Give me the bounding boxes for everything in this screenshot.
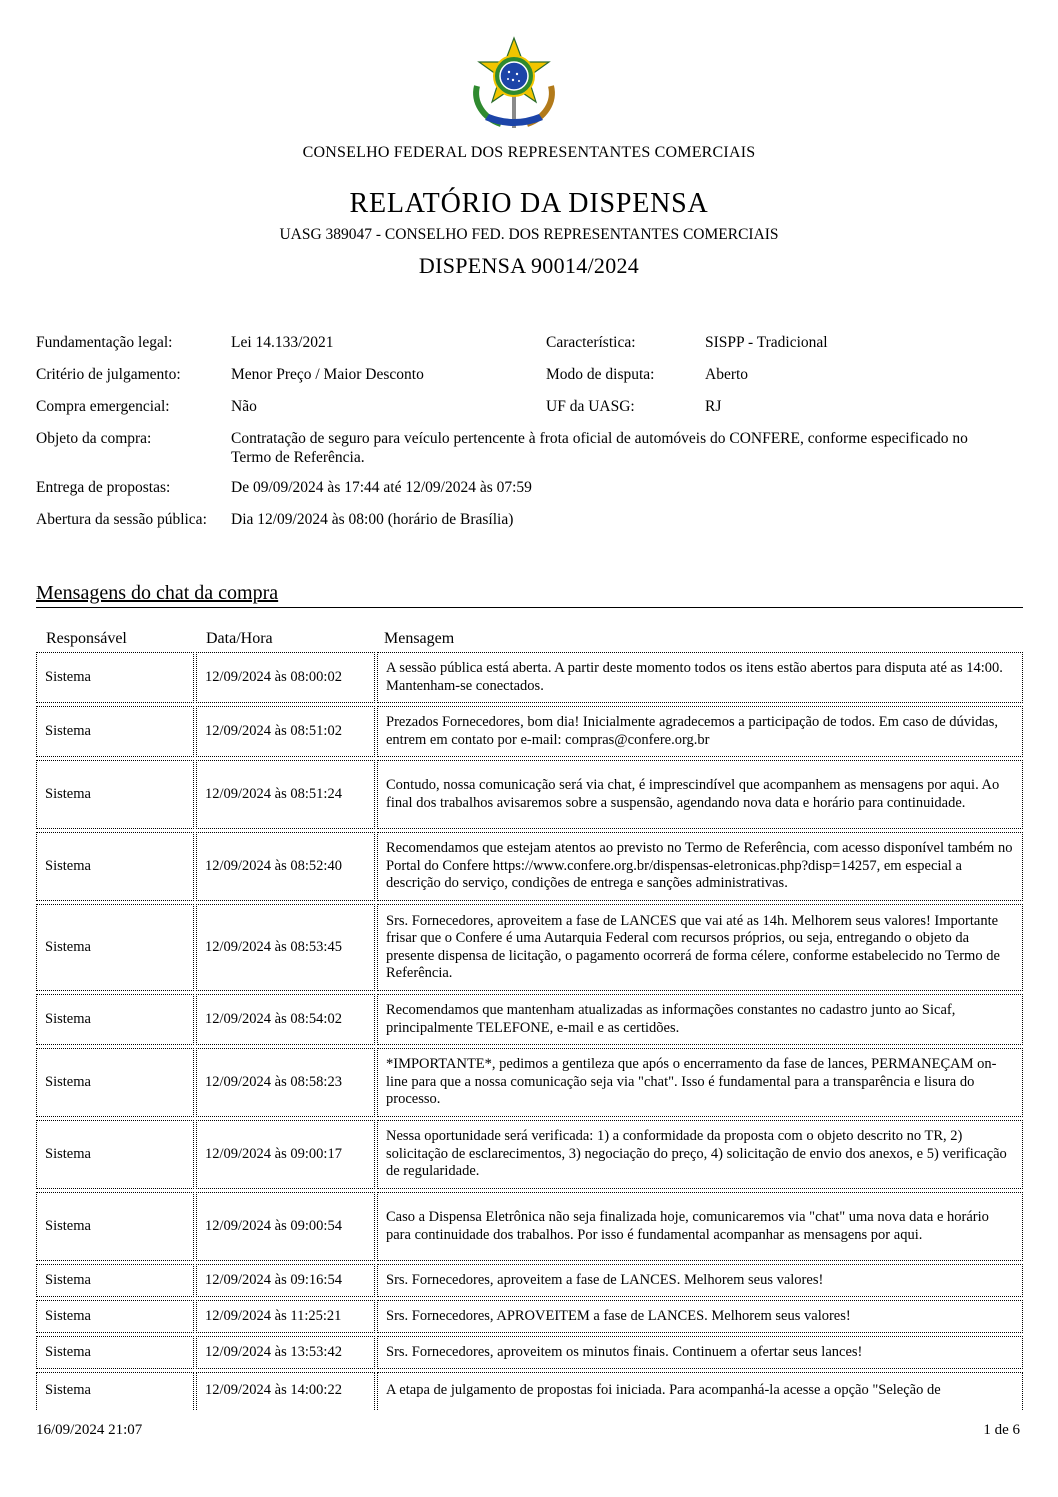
cell-responsavel: Sistema	[36, 1336, 194, 1369]
table-row	[36, 1372, 1023, 1410]
fundamentacao-value: Lei 14.133/2021	[231, 334, 334, 351]
abertura-value: Dia 12/09/2024 às 08:00 (horário de Brasília)	[231, 511, 514, 528]
cell-datahora: 12/09/2024 às 09:16:54	[196, 1264, 375, 1297]
cell-datahora: 12/09/2024 às 08:52:40	[196, 832, 375, 901]
cell-datahora: 12/09/2024 às 09:00:54	[196, 1192, 375, 1261]
cell-datahora: 12/09/2024 às 09:00:17	[196, 1120, 375, 1189]
report-title: RELATÓRIO DA DISPENSA	[349, 188, 709, 219]
table-row	[36, 832, 1023, 901]
cell-mensagem: A sessão pública está aberta. A partir deste momento todos os itens estão abertos para disputa até as 14:00. Mantenham-se conectados.	[377, 652, 1023, 703]
cell-responsavel: Sistema	[36, 760, 194, 829]
cell-responsavel: Sistema	[36, 652, 194, 703]
uasg-line: UASG 389047 - CONSELHO FED. DOS REPRESENTANTES COMERCIAIS	[279, 226, 779, 243]
table-row	[36, 1336, 1023, 1369]
chat-section-title-text: Mensagens do chat da compra	[36, 582, 279, 604]
organization-name: CONSELHO FEDERAL DOS REPRESENTANTES COMERCIAIS	[302, 144, 756, 161]
cell-mensagem: Srs. Fornecedores, APROVEITEM a fase de LANCES. Melhorem seus valores!	[377, 1300, 1023, 1333]
cell-datahora: 12/09/2024 às 08:58:23	[196, 1048, 375, 1117]
cell-mensagem: Recomendamos que mantenham atualizadas as informações constantes no cadastro junto ao Sicaf, principalmente TELEFONE, e-mail e as certidões.	[377, 994, 1023, 1045]
table-row	[36, 1120, 1023, 1189]
table-row	[36, 1264, 1023, 1297]
cell-responsavel: Sistema	[36, 706, 194, 757]
table-row	[36, 1192, 1023, 1261]
table-row	[36, 994, 1023, 1045]
criterio-value: Menor Preço / Maior Desconto	[231, 366, 424, 383]
criterio-label: Critério de julgamento:	[36, 366, 181, 383]
cell-responsavel: Sistema	[36, 1264, 194, 1297]
entrega-label: Entrega de propostas:	[36, 479, 171, 496]
coat-of-arms-emblem	[463, 36, 565, 132]
footer-page-number: 1 de 6	[983, 1422, 1020, 1438]
cell-datahora: 12/09/2024 às 14:00:22	[196, 1372, 375, 1410]
table-row	[36, 706, 1023, 757]
cell-datahora: 12/09/2024 às 08:54:02	[196, 994, 375, 1045]
cell-responsavel: Sistema	[36, 904, 194, 991]
cell-mensagem: *IMPORTANTE*, pedimos a gentileza que após o encerramento da fase de lances, PERMANEÇAM on-line para que a nossa comunicação seja via "chat". Isso é fundamental para a transparência e lisura do processo.	[377, 1048, 1023, 1117]
cell-datahora: 12/09/2024 às 08:53:45	[196, 904, 375, 991]
cell-mensagem: Srs. Fornecedores, aproveitem a fase de LANCES. Melhorem seus valores!	[377, 1264, 1023, 1297]
table-row	[36, 1048, 1023, 1117]
caracteristica-value: SISPP - Tradicional	[705, 334, 828, 351]
table-row	[36, 760, 1023, 829]
footer-datetime: 16/09/2024 21:07	[36, 1422, 143, 1438]
cell-responsavel: Sistema	[36, 1372, 194, 1410]
chat-section-title	[36, 582, 1023, 608]
cell-datahora: 12/09/2024 às 11:25:21	[196, 1300, 375, 1333]
cell-responsavel: Sistema	[36, 1120, 194, 1189]
cell-mensagem: Srs. Fornecedores, aproveitem os minutos finais. Continuem a ofertar seus lances!	[377, 1336, 1023, 1369]
cell-datahora: 12/09/2024 às 08:51:24	[196, 760, 375, 829]
abertura-label: Abertura da sessão pública:	[36, 511, 207, 528]
cell-mensagem: Contudo, nossa comunicação será via chat, é imprescindível que acompanhem as mensagens por aqui. Ao final dos trabalhos avisaremos sobre a suspensão, agendando nova data e horário para continuidade.	[377, 760, 1023, 829]
caracteristica-label: Característica:	[546, 334, 636, 351]
cell-mensagem: A etapa de julgamento de propostas foi iniciada. Para acompanhá-la acesse a opção "Seleção de	[377, 1372, 1023, 1410]
cell-responsavel: Sistema	[36, 832, 194, 901]
cell-responsavel: Sistema	[36, 1300, 194, 1333]
entrega-value: De 09/09/2024 às 17:44 até 12/09/2024 às 07:59	[231, 479, 532, 496]
uf-label: UF da UASG:	[546, 398, 635, 415]
col-datahora: Data/Hora	[206, 630, 273, 647]
cell-mensagem: Srs. Fornecedores, aproveitem a fase de LANCES que vai até as 14h. Melhorem seus valores! Importante frisar que o Confere é uma Autarquia Federal com recursos próprios, ou seja, entregando o objeto da presente dispensa de licitação, o pagamento ocorrerá de forma célere, conforme estabelecido no Termo de Referência.	[377, 904, 1023, 991]
cell-datahora: 12/09/2024 às 08:00:02	[196, 652, 375, 703]
emergencial-value: Não	[231, 398, 257, 415]
col-mensagem: Mensagem	[384, 630, 455, 647]
uf-value: RJ	[705, 398, 722, 415]
cell-mensagem: Prezados Fornecedores, bom dia! Inicialmente agradecemos a participação de todos. Em caso de dúvidas, entrem em contato por e-mail: compras@confere.org.br	[377, 706, 1023, 757]
objeto-value: Contratação de seguro para veículo pertencente à frota oficial de automóveis do CONFERE, conforme especificado no Termo de Referência.	[231, 430, 968, 466]
cell-responsavel: Sistema	[36, 994, 194, 1045]
modo-value: Aberto	[705, 366, 749, 383]
objeto-label: Objeto da compra:	[36, 430, 152, 447]
table-row	[36, 904, 1023, 991]
cell-datahora: 12/09/2024 às 13:53:42	[196, 1336, 375, 1369]
cell-mensagem: Nessa oportunidade será verificada: 1) a conformidade da proposta com o objeto descrito no TR, 2) solicitação de esclarecimentos, 3) negociação do preço, 4) solicitação de envio dos anexos, e 5) verificação de regularidade.	[377, 1120, 1023, 1189]
cell-mensagem: Caso a Dispensa Eletrônica não seja finalizada hoje, comunicaremos via "chat" uma nova data e horário para continuidade dos trabalhos. Por isso é fundamental acompanhar as mensagens por aqui.	[377, 1192, 1023, 1261]
cell-responsavel: Sistema	[36, 1048, 194, 1117]
cell-datahora: 12/09/2024 às 08:51:02	[196, 706, 375, 757]
emergencial-label: Compra emergencial:	[36, 398, 170, 415]
fundamentacao-label: Fundamentação legal:	[36, 334, 173, 351]
cell-responsavel: Sistema	[36, 1192, 194, 1261]
modo-label: Modo de disputa:	[546, 366, 655, 383]
dispensa-number: DISPENSA 90014/2024	[418, 253, 640, 278]
table-row	[36, 1300, 1023, 1333]
cell-mensagem: Recomendamos que estejam atentos ao previsto no Termo de Referência, com acesso disponível também no Portal do Confere https://www.confere.org.br/dispensas-eletronicas.php?disp=14257, em especial a descrição do serviço, condições de entrega e sanções administrativas.	[377, 832, 1023, 901]
table-row	[36, 652, 1023, 703]
col-responsavel: Responsável	[46, 630, 127, 647]
